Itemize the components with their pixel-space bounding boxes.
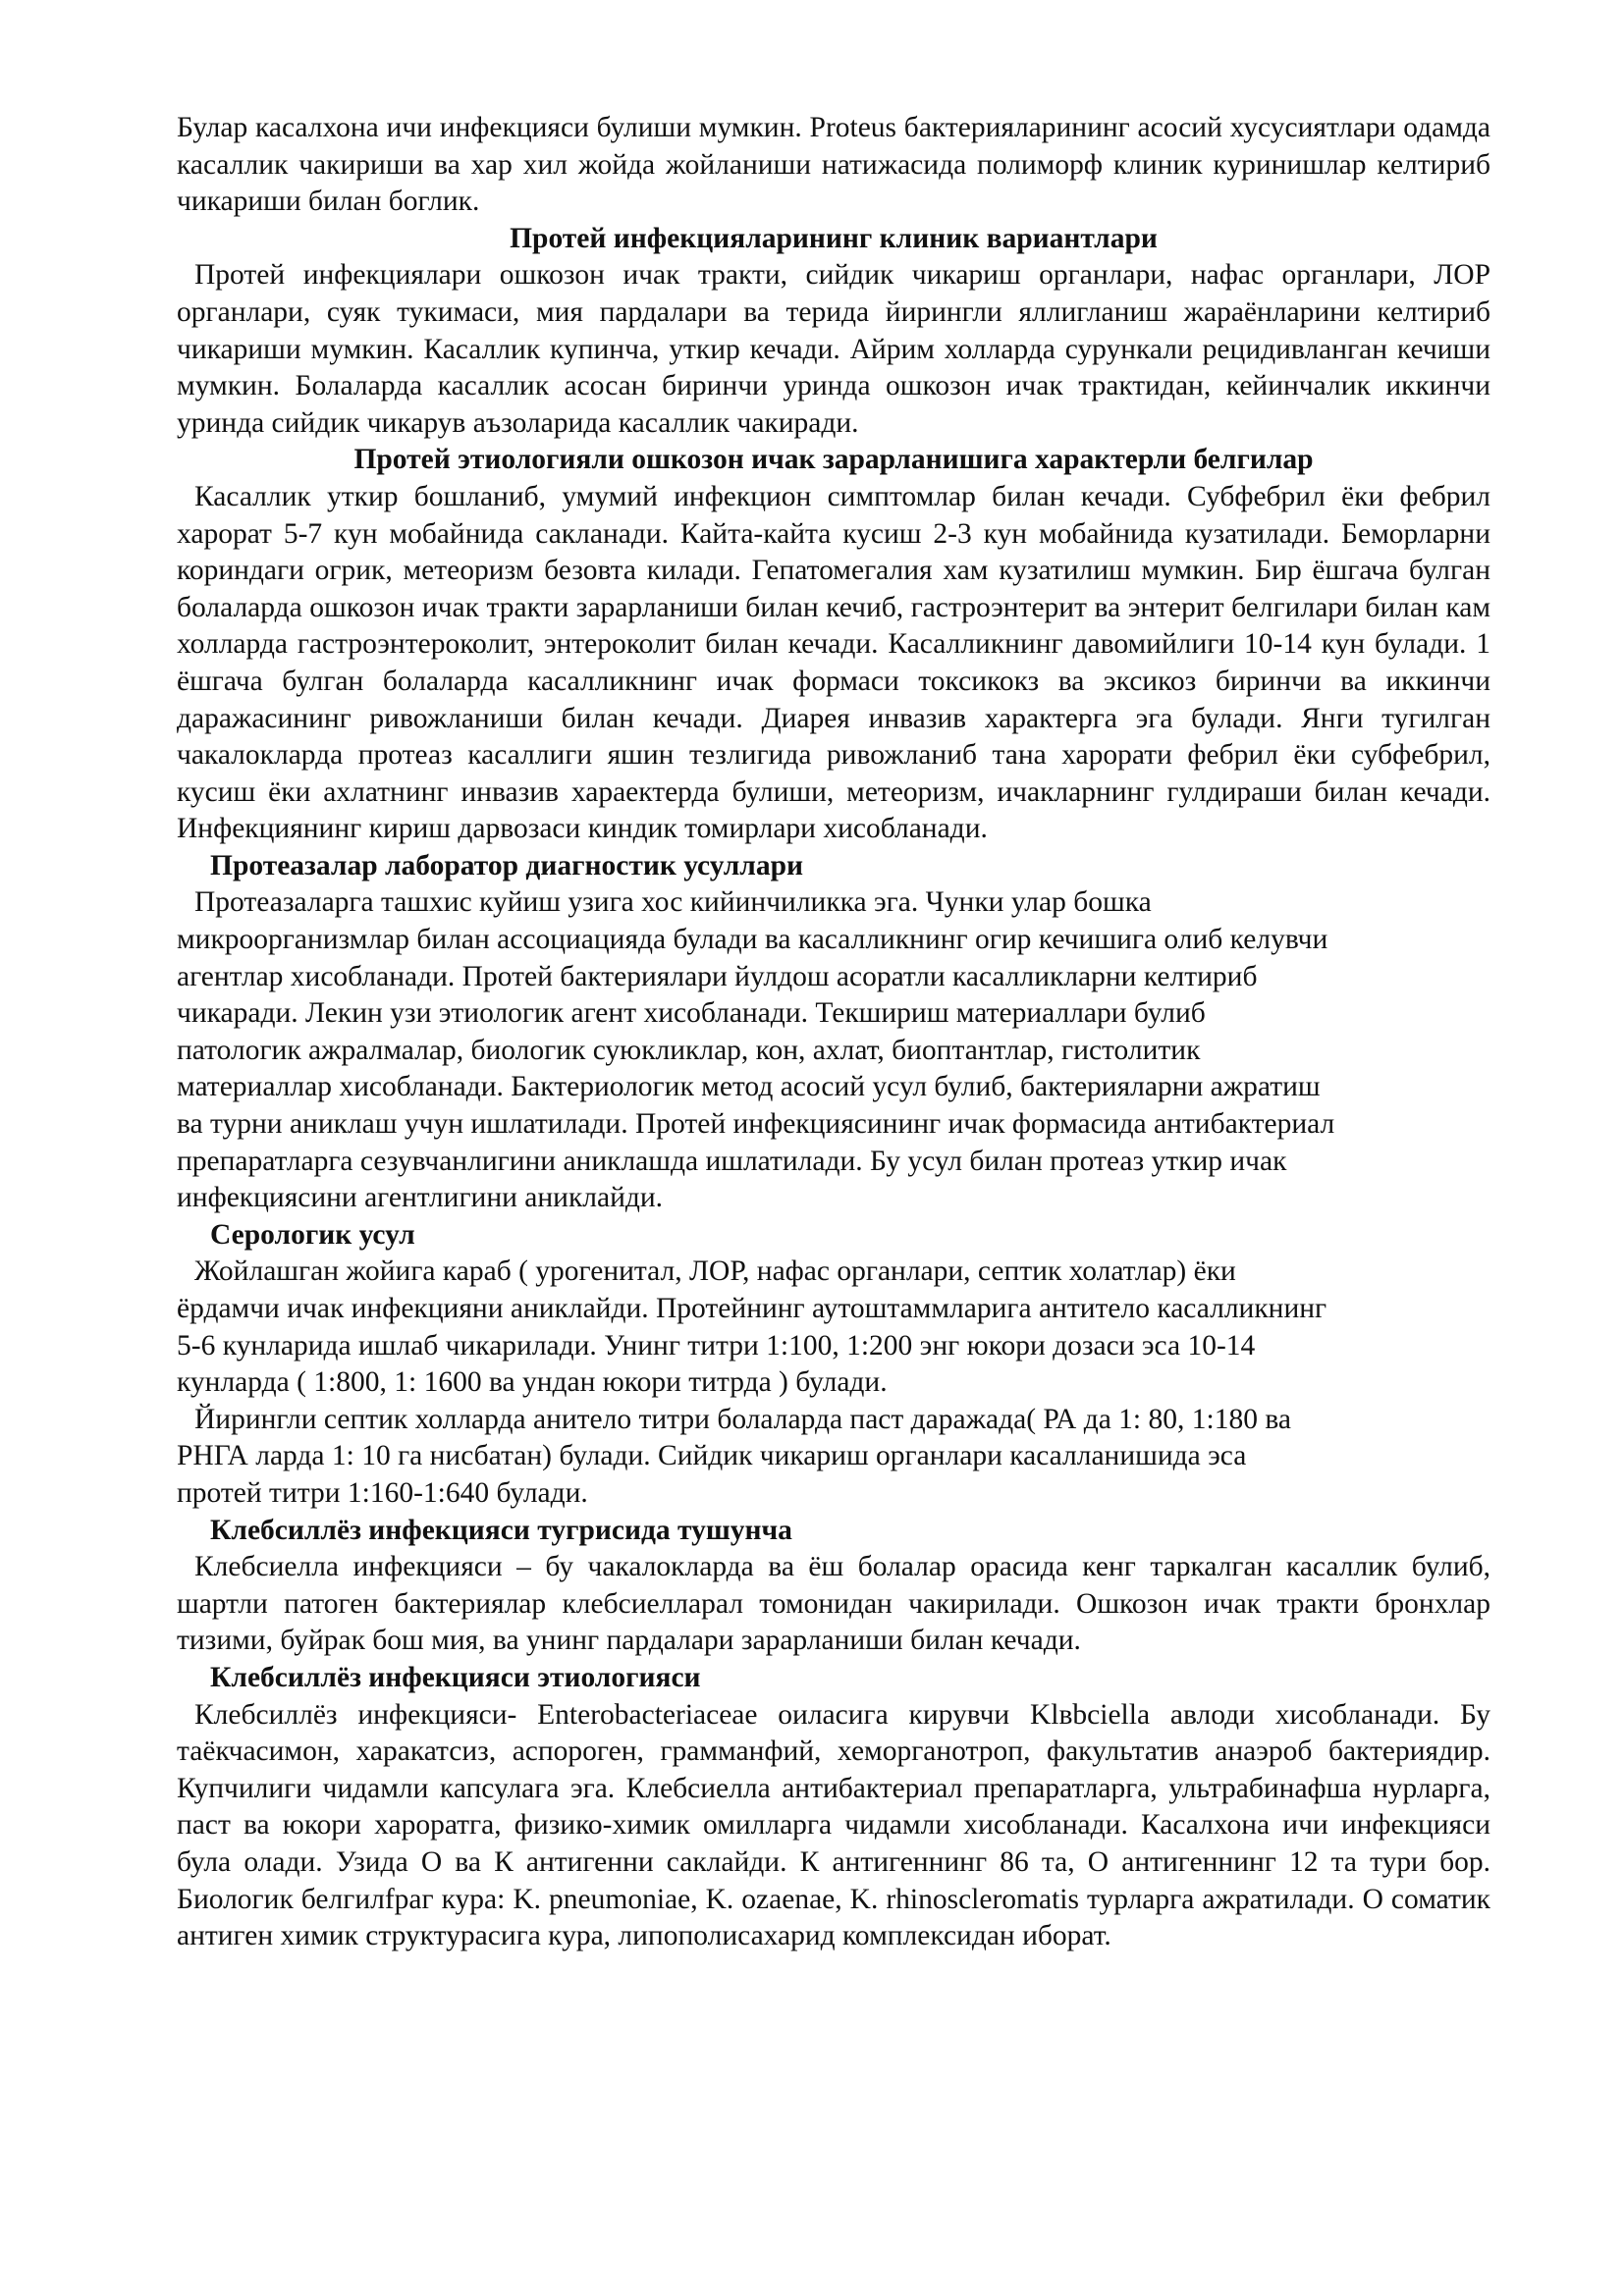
text-line: Протеазаларга ташхис куйиш узига хос кийинчиликка эга. Чунки улар бошка <box>194 886 1152 919</box>
body-paragraph: Клебсиллёз инфекцияси- Enterobacteriaceae оиласига кирувчи Klвbciella авлоди хисобланади. Бу таёкчасимон, харакатсиз, аспороген, грамманфий, хеморганотроп, факультатив анаэроб бактериядир. Купчилиги чидамли капсулага эга. Клебсиелла антибактериал препаратларга, ультрабинафша нурларга, паст ва юкори хароратга, физико-химик омилларга чидамли хисобланади. Касалхона ичи инфекцияси була олади. Узида О ва К антигенни саклайди. К антигеннинг 86 та, О антигеннинг 12 та тури бор. Биологик белгилfраг кура: K. pneumoniae, K. ozaenae, K. rhinoscleromatis турларга ажратилади. О соматик антиген химик структурасига кура, липополисахарид комплексидан иборат. <box>177 1698 1490 1952</box>
text-line: микроорганизмлар билан ассоциацияда булади ва касалликнинг огир кечишига олиб келувчи <box>177 924 1328 956</box>
body-paragraph <box>177 884 1490 1216</box>
text-line: препаратларга сезувчанлигини аниклашда ишлатилади. Бу усул билан протеаз уткир ичак <box>177 1145 1287 1177</box>
text-line: кунларда ( 1:800, 1: 1600 ва ундан юкори титрда ) булади. <box>177 1366 888 1399</box>
body-paragraph: Протей инфекциялари ошкозон ичак тракти, сийдик чикариш органлари, нафас органлари, ЛОР органлари, суяк тукимаси, мия пардалари ва терида йирингли яллигланиш жараёнларини келтириб чикариши мумкин. Касаллик купинча, уткир кечади. Айрим холларда сурункали рецидивланган кечиши мумкин. Болаларда касаллик асосан биринчи уринда ошкозон ичак трактидан, кейинчалик иккинчи уринда сийдик чикарув аъзоларида касаллик чакиради. <box>177 259 1490 439</box>
document-page <box>177 110 1490 1955</box>
body-paragraph: Касаллик уткир бошланиб, умумий инфекцион симптомлар билан кечади. Субфебрил ёки фебрил харорат 5-7 кун мобайнида сакланади. Кайта-кайта кусиш 2-3 кун мобайнида кузатилади. Беморларни кориндаги огрик, метеоризм безовта килади. Гепатомегалия хам кузатилиш мумкин. Бир ёшгача булган болаларда ошкозон ичак тракти зарарланиши билан кечиб, гастроэнтерит ва энтерит белгилари билан кам холларда гастроэнтероколит, энтероколит билан кечади. Касалликнинг давомийлиги 10-14 кун булади. 1 ёшгача булган болаларда касалликнинг ичак формаси токсикокз ва эксикоз биринчи ва иккинчи даражасининг ривожланиши билан кечади. Диарея инвазив характерга эга булади. Янги тугилган чакалокларда протеаз касаллиги яшин тезлигида ривожланиб тана харорати фебрил ёки субфебрил, кусиш ёки ахлатнинг инвазив хараектерда булиши, метеоризм, ичакларнинг гулдираши билан кечади. Инфекциянинг кириш дарвозаси киндик томирлари хисобланади. <box>177 480 1490 845</box>
text-line: чикаради. Лекин узи этиологик агент хисобланади. Текшириш материаллари булиб <box>177 997 1206 1030</box>
section-heading: Клебсиллёз инфекцияси тугрисида тушунча <box>210 1514 792 1546</box>
text-line: Йирингли септик холларда анитело титри болаларда паст даражада( РА да 1: 80, 1:180 ва <box>194 1403 1291 1435</box>
section-heading: Протей инфекцияларининг клиник вариантлари <box>510 222 1158 254</box>
body-paragraph: Клебсиелла инфекцияси – бу чакалокларда ва ёш болалар орасида кенг таркалган касаллик булиб, шартли патоген бактериялар клебсиелларал томонидан чакирилади. Ошкозон ичак тракти бронхлар тизими, буйрак бош мия, ва унинг пардалари зарарланиши билан кечади. <box>177 1551 1490 1657</box>
section-heading: Клебсиллёз инфекцияси этиологияси <box>210 1661 701 1693</box>
text-line: протей титри 1:160-1:640 булади. <box>177 1476 588 1509</box>
text-line: инфекциясини агентлигини аниклайди. <box>177 1182 664 1214</box>
body-paragraph: Булар касалхона ичи инфекцияси булиши мумкин. Proteus бактерияларининг асосий хусусиятлари одамда касаллик чакириши ва хар хил жойда жойланиши натижасида полиморф клиник куринишлар келтириб чикариши билан боглик. <box>177 112 1490 218</box>
text-line: РНГА ларда 1: 10 га нисбатан) булади. Сийдик чикариш органлари касалланишида эса <box>177 1440 1247 1472</box>
text-line: Жойлашган жойига караб ( урогенитал, ЛОР, нафас органлари, септик холатлар) ёки <box>194 1255 1236 1288</box>
body-paragraph <box>177 1254 1490 1401</box>
text-line: 5-6 кунларида ишлаб чикарилади. Унинг титри 1:100, 1:200 энг юкори дозаси эса 10-14 <box>177 1329 1256 1362</box>
text-line: патологик ажралмалар, биологик суюкликлар, кон, ахлат, биоптантлар, гистолитик <box>177 1034 1201 1066</box>
section-heading: Серологик усул <box>210 1218 415 1251</box>
section-heading: Протеазалар лаборатор диагностик усуллари <box>210 849 804 881</box>
text-line: ва турни аниклаш учун ишлатилади. Протей инфекциясининг ичак формасида антибактериал <box>177 1108 1335 1141</box>
body-paragraph <box>177 1402 1490 1513</box>
section-heading: Протей этиологияли ошкозон ичак зарарланишига характерли белгилар <box>353 444 1314 476</box>
text-line: ёрдамчи ичак инфекцияни аниклайди. Протейнинг аутоштаммларига антитело касалликнинг <box>177 1293 1327 1324</box>
text-line: агентлар хисобланади. Протей бактериялари йулдош асоратли касалликларни келтириб <box>177 960 1258 992</box>
text-line: материаллар хисобланади. Бактериологик метод асосий усул булиб, бактерияларни ажратиш <box>177 1071 1321 1103</box>
